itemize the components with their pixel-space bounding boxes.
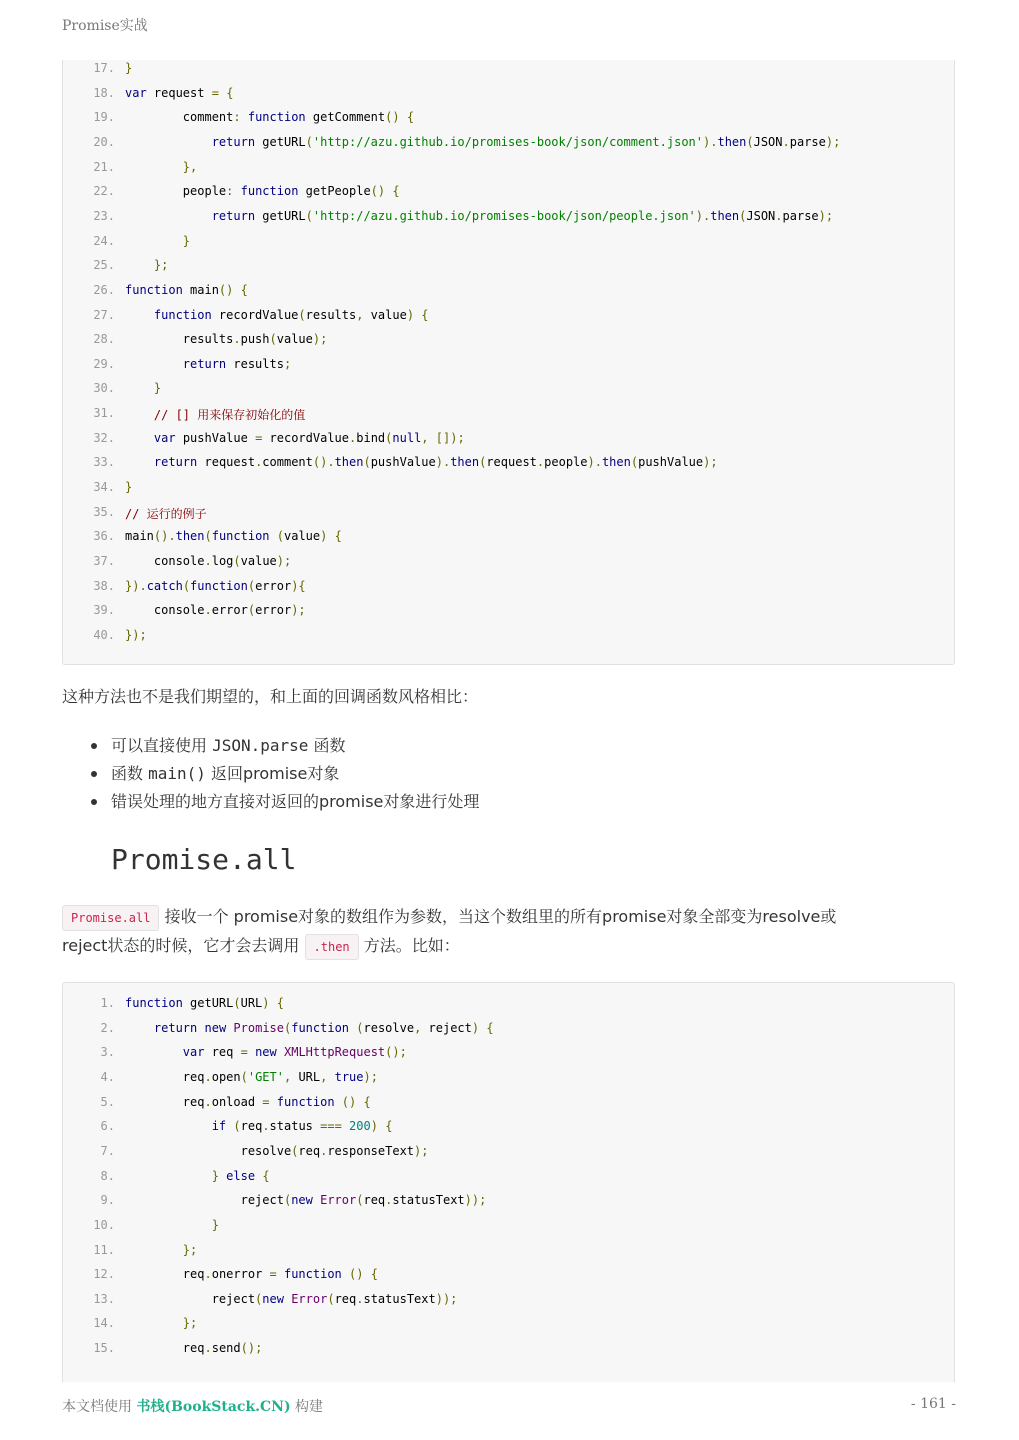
footer-brand-link[interactable]: 书栈(BookStack.CN) (136, 1399, 291, 1415)
code-block-1 (62, 60, 955, 665)
line-number: 29. (93, 356, 115, 371)
line-number: 6. (100, 1119, 115, 1134)
code-text: }).catch(function(error){ (125, 578, 306, 593)
code-text: // [] 用来保存初始化的值 (153, 408, 306, 423)
code-text: return new Promise(function (resolve, reject) { (153, 1020, 494, 1035)
line-number: 11. (93, 1242, 115, 1257)
intro-paragraph: 这种方法也不是我们期望的，和上面的回调函数风格相比： (62, 687, 479, 706)
code-text: req.onerror = function () { (125, 1267, 378, 1282)
code-text: comment: function getComment() { (125, 110, 415, 125)
code-text: function getURL(URL) { (125, 996, 284, 1010)
footer-text-post: 构建 (290, 1399, 324, 1415)
code-text: return getURL('http://azu.github.io/promises-book/json/people.json').then(JSON.parse); (211, 208, 834, 223)
line-number: 39. (93, 603, 115, 618)
line-number: 31. (93, 406, 115, 421)
code-text: }; (182, 1316, 198, 1331)
code-text: } (153, 381, 162, 396)
line-number: 38. (93, 578, 115, 593)
line-number: 2. (100, 1020, 115, 1035)
line-number: 34. (93, 480, 115, 495)
inline-code-then: .then (305, 934, 359, 960)
code-text: }); (125, 627, 147, 642)
line-number: 24. (93, 233, 115, 248)
inline-code: main() (148, 764, 206, 783)
code-text: resolve(req.responseText); (125, 1143, 429, 1158)
code-text: } (125, 480, 133, 495)
line-number: 26. (93, 282, 115, 297)
line-number: 37. (93, 554, 115, 568)
code-text: } (211, 1217, 219, 1232)
code-text: // 运行的例子 (125, 506, 207, 521)
list-item: 可以直接使用 JSON.parse 函数 (90, 733, 479, 761)
running-header: Promise实战 (62, 18, 148, 34)
code-text: return results; (182, 356, 292, 371)
footer-text-pre: 本文档使用 (62, 1399, 137, 1415)
code-text: }; (182, 1242, 198, 1257)
line-number: 12. (93, 1267, 115, 1282)
inline-code: JSON.parse (212, 736, 309, 755)
line-number: 19. (93, 110, 115, 125)
footer-credit (62, 1396, 323, 1416)
desc-text-b: reject状态的时候，它才会去调用 (62, 936, 305, 955)
code-text: var pushValue = recordValue.bind(null, []); (153, 430, 465, 445)
line-number: 17. (93, 61, 115, 75)
line-number: 22. (93, 184, 115, 199)
inline-code-promise-all: Promise.all (62, 905, 159, 931)
line-number: 36. (93, 529, 115, 544)
desc-text-a: 接收一个 promise对象的数组作为参数，当这个数组里的所有promise对象全部变为resolve或 (159, 907, 837, 926)
code-text: } (182, 233, 191, 248)
line-number: 7. (100, 1143, 115, 1158)
line-number: 25. (93, 258, 115, 273)
line-number: 1. (100, 996, 115, 1010)
line-number: 18. (93, 85, 115, 100)
code-text: if (req.status === 200) { (211, 1119, 393, 1134)
feature-list (90, 733, 479, 817)
desc-text-c: 方法。比如： (358, 936, 460, 955)
code-block-2 (62, 982, 955, 1382)
line-number: 32. (93, 430, 115, 445)
code-text: } (125, 61, 133, 75)
code-text: } else { (211, 1168, 270, 1183)
code-text: var request = { (125, 85, 234, 100)
line-number: 20. (93, 134, 115, 149)
line-number: 4. (100, 1069, 115, 1084)
line-number: 33. (93, 455, 115, 470)
code-text: reject(new Error(req.statusText)); (125, 1193, 487, 1208)
page-number: - 161 - (910, 1396, 956, 1412)
code-text: reject(new Error(req.statusText)); (125, 1291, 458, 1306)
line-number: 21. (93, 159, 115, 174)
code-text: function recordValue(results, value) { (153, 307, 429, 322)
line-number: 28. (93, 332, 115, 347)
line-number: 9. (100, 1193, 115, 1208)
code-text: main().then(function (value) { (125, 529, 342, 544)
code-text: return request.comment().then(pushValue).then(request.people).then(pushValue); (153, 455, 718, 470)
line-number: 35. (93, 504, 115, 519)
line-number: 15. (93, 1341, 115, 1356)
line-number: 40. (93, 627, 115, 642)
promise-all-description (62, 902, 955, 960)
code-text: req.send(); (125, 1341, 263, 1356)
code-text: console.error(error); (125, 603, 306, 618)
code-text: }; (153, 258, 169, 273)
code-text: function main() { (125, 282, 248, 297)
line-number: 13. (93, 1291, 115, 1306)
line-number: 27. (93, 307, 115, 322)
line-number: 10. (93, 1217, 115, 1232)
code-text: var req = new XMLHttpRequest(); (182, 1045, 407, 1060)
code-text: results.push(value); (125, 332, 328, 347)
line-number: 14. (93, 1316, 115, 1331)
list-item: 错误处理的地方直接对返回的promise对象进行处理 (90, 789, 479, 817)
list-item: 函数 main() 返回promise对象 (90, 761, 479, 789)
line-number: 3. (100, 1045, 115, 1060)
code-text: }, (182, 159, 198, 174)
line-number: 23. (93, 208, 115, 223)
code-text: console.log(value); (125, 554, 292, 568)
code-text: people: function getPeople() { (125, 184, 400, 199)
line-number: 30. (93, 381, 115, 396)
code-text: return getURL('http://azu.github.io/promises-book/json/comment.json').then(JSON.parse); (211, 134, 841, 149)
line-number: 8. (100, 1168, 115, 1183)
code-text: req.open('GET', URL, true); (125, 1069, 378, 1084)
code-text: req.onload = function () { (125, 1094, 371, 1109)
section-heading: Promise.all (111, 843, 297, 876)
line-number: 5. (100, 1094, 115, 1109)
